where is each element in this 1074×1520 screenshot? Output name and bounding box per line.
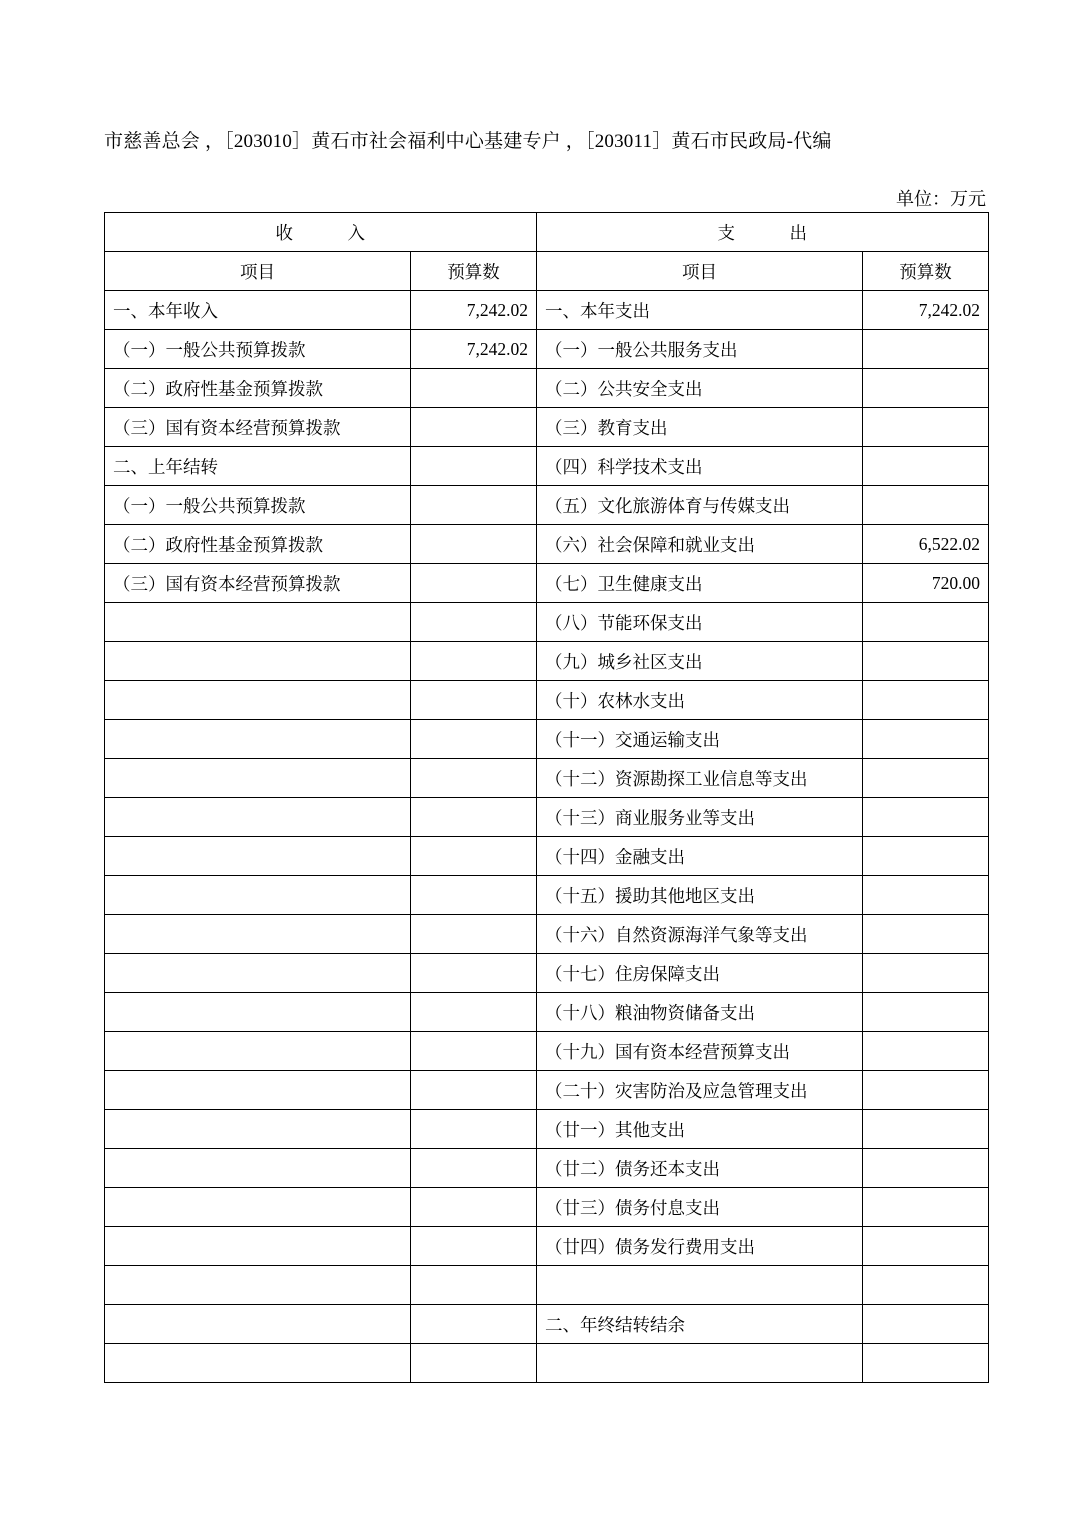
income-budget-cell — [411, 1227, 537, 1266]
expense-budget-cell: 7,242.02 — [863, 291, 989, 330]
expense-budget-cell — [863, 330, 989, 369]
expense-item-cell — [537, 1344, 863, 1383]
income-item-cell — [105, 642, 411, 681]
expense-budget-cell — [863, 1032, 989, 1071]
income-budget-cell — [411, 603, 537, 642]
table-row — [105, 564, 989, 603]
table-row — [105, 1227, 989, 1266]
income-budget-cell — [411, 876, 537, 915]
table-row — [105, 759, 989, 798]
table-row — [105, 408, 989, 447]
table-row — [105, 369, 989, 408]
table-row — [105, 681, 989, 720]
income-budget-cell — [411, 993, 537, 1032]
table-row — [105, 798, 989, 837]
unit-label: 单位：万元 — [896, 189, 986, 209]
table-row — [105, 837, 989, 876]
expense-budget-cell — [863, 1266, 989, 1305]
income-budget-cell — [411, 720, 537, 759]
expense-item-cell: （十七）住房保障支出 — [537, 954, 863, 993]
expense-item-cell: 二、年终结转结余 — [537, 1305, 863, 1344]
table-row — [105, 993, 989, 1032]
table-row — [105, 486, 989, 525]
expense-budget-cell — [863, 1149, 989, 1188]
income-budget-cell — [411, 408, 537, 447]
income-item-cell — [105, 1149, 411, 1188]
expense-item-cell: （十三）商业服务业等支出 — [537, 798, 863, 837]
table-section-header-row — [105, 213, 989, 252]
table-column-header-row — [105, 252, 989, 291]
expense-item-cell: （七）卫生健康支出 — [537, 564, 863, 603]
expense-budget-cell: 720.00 — [863, 564, 989, 603]
income-item-cell — [105, 1305, 411, 1344]
income-budget-cell — [411, 369, 537, 408]
table-row — [105, 1305, 989, 1344]
expense-item-cell: （十八）粮油物资储备支出 — [537, 993, 863, 1032]
income-item-cell: （三）国有资本经营预算拨款 — [105, 408, 411, 447]
income-item-cell: 二、上年结转 — [105, 447, 411, 486]
expense-budget-header: 预算数 — [863, 252, 989, 291]
income-budget-cell — [411, 798, 537, 837]
income-budget-cell: 7,242.02 — [411, 330, 537, 369]
expense-item-cell: （廿三）债务付息支出 — [537, 1188, 863, 1227]
expense-budget-cell — [863, 486, 989, 525]
expense-budget-cell — [863, 876, 989, 915]
income-item-cell — [105, 837, 411, 876]
expense-item-cell: （十）农林水支出 — [537, 681, 863, 720]
income-budget-cell — [411, 447, 537, 486]
income-budget-header: 预算数 — [411, 252, 537, 291]
expense-section-title: 支 出 — [537, 213, 989, 252]
income-item-cell — [105, 1188, 411, 1227]
budget-table-body — [105, 213, 989, 1383]
income-budget-cell — [411, 1110, 537, 1149]
income-item-cell: （一）一般公共预算拨款 — [105, 486, 411, 525]
expense-item-cell — [537, 1266, 863, 1305]
income-item-cell — [105, 876, 411, 915]
expense-budget-cell — [863, 1305, 989, 1344]
income-budget-cell — [411, 1305, 537, 1344]
header-note: 市慈善总会 ，［203010］黄石市社会福利中心基建专户 ，［203011］黄石市民政局-代编 — [104, 131, 832, 152]
expense-item-cell: （五）文化旅游体育与传媒支出 — [537, 486, 863, 525]
table-row — [105, 603, 989, 642]
income-item-cell: （二）政府性基金预算拨款 — [105, 525, 411, 564]
income-budget-cell — [411, 915, 537, 954]
expense-budget-cell — [863, 681, 989, 720]
expense-item-cell: （六）社会保障和就业支出 — [537, 525, 863, 564]
income-budget-cell — [411, 1032, 537, 1071]
income-item-cell — [105, 954, 411, 993]
table-row — [105, 330, 989, 369]
table-row — [105, 1188, 989, 1227]
expense-budget-cell — [863, 1071, 989, 1110]
income-item-cell — [105, 1266, 411, 1305]
income-item-cell — [105, 1227, 411, 1266]
income-budget-cell — [411, 681, 537, 720]
expense-budget-cell — [863, 915, 989, 954]
income-item-cell — [105, 915, 411, 954]
expense-budget-cell — [863, 798, 989, 837]
income-budget-cell — [411, 1188, 537, 1227]
income-item-header: 项目 — [105, 252, 411, 291]
expense-item-cell: （十五）援助其他地区支出 — [537, 876, 863, 915]
expense-budget-cell — [863, 1110, 989, 1149]
table-row — [105, 1149, 989, 1188]
table-row — [105, 1266, 989, 1305]
income-budget-cell — [411, 642, 537, 681]
income-budget-cell — [411, 564, 537, 603]
expense-item-cell: （十二）资源勘探工业信息等支出 — [537, 759, 863, 798]
expense-item-cell: （一）一般公共服务支出 — [537, 330, 863, 369]
table-row — [105, 1344, 989, 1383]
income-item-cell — [105, 993, 411, 1032]
income-item-cell — [105, 603, 411, 642]
expense-budget-cell — [863, 993, 989, 1032]
table-row — [105, 1110, 989, 1149]
income-item-cell — [105, 681, 411, 720]
expense-item-cell: （廿四）债务发行费用支出 — [537, 1227, 863, 1266]
expense-item-cell: 一、本年支出 — [537, 291, 863, 330]
table-row — [105, 915, 989, 954]
expense-item-cell: （廿二）债务还本支出 — [537, 1149, 863, 1188]
income-budget-cell — [411, 486, 537, 525]
table-row — [105, 954, 989, 993]
expense-budget-cell — [863, 408, 989, 447]
expense-budget-cell — [863, 1188, 989, 1227]
income-item-cell: 一、本年收入 — [105, 291, 411, 330]
expense-item-cell: （三）教育支出 — [537, 408, 863, 447]
expense-item-cell: （十一）交通运输支出 — [537, 720, 863, 759]
table-row — [105, 720, 989, 759]
expense-budget-cell: 6,522.02 — [863, 525, 989, 564]
expense-item-cell: （十九）国有资本经营预算支出 — [537, 1032, 863, 1071]
expense-budget-cell — [863, 954, 989, 993]
expense-item-cell: （八）节能环保支出 — [537, 603, 863, 642]
income-item-cell: （三）国有资本经营预算拨款 — [105, 564, 411, 603]
table-row — [105, 447, 989, 486]
table-row — [105, 642, 989, 681]
budget-table — [104, 212, 989, 1383]
expense-item-cell: （二）公共安全支出 — [537, 369, 863, 408]
expense-item-cell: （四）科学技术支出 — [537, 447, 863, 486]
income-budget-cell — [411, 1149, 537, 1188]
income-item-cell — [105, 1032, 411, 1071]
expense-item-cell: （十四）金融支出 — [537, 837, 863, 876]
income-budget-cell — [411, 525, 537, 564]
expense-budget-cell — [863, 837, 989, 876]
expense-budget-cell — [863, 720, 989, 759]
expense-budget-cell — [863, 369, 989, 408]
expense-budget-cell — [863, 603, 989, 642]
expense-item-cell: （廿一）其他支出 — [537, 1110, 863, 1149]
expense-item-cell: （九）城乡社区支出 — [537, 642, 863, 681]
income-budget-cell — [411, 759, 537, 798]
income-item-cell — [105, 1344, 411, 1383]
table-row — [105, 291, 989, 330]
income-budget-cell — [411, 837, 537, 876]
income-budget-cell — [411, 1266, 537, 1305]
income-item-cell — [105, 1110, 411, 1149]
table-row — [105, 1071, 989, 1110]
expense-budget-cell — [863, 1344, 989, 1383]
income-item-cell — [105, 759, 411, 798]
income-budget-cell — [411, 1071, 537, 1110]
table-row — [105, 876, 989, 915]
expense-budget-cell — [863, 447, 989, 486]
income-budget-cell — [411, 954, 537, 993]
expense-item-cell: （十六）自然资源海洋气象等支出 — [537, 915, 863, 954]
expense-budget-cell — [863, 759, 989, 798]
expense-budget-cell — [863, 1227, 989, 1266]
table-row — [105, 525, 989, 564]
income-item-cell — [105, 798, 411, 837]
income-item-cell — [105, 720, 411, 759]
income-section-title: 收 入 — [105, 213, 537, 252]
income-budget-cell: 7,242.02 — [411, 291, 537, 330]
income-item-cell: （二）政府性基金预算拨款 — [105, 369, 411, 408]
expense-item-header: 项目 — [537, 252, 863, 291]
table-row — [105, 1032, 989, 1071]
income-item-cell: （一）一般公共预算拨款 — [105, 330, 411, 369]
expense-item-cell: （二十）灾害防治及应急管理支出 — [537, 1071, 863, 1110]
income-item-cell — [105, 1071, 411, 1110]
expense-budget-cell — [863, 642, 989, 681]
income-budget-cell — [411, 1344, 537, 1383]
